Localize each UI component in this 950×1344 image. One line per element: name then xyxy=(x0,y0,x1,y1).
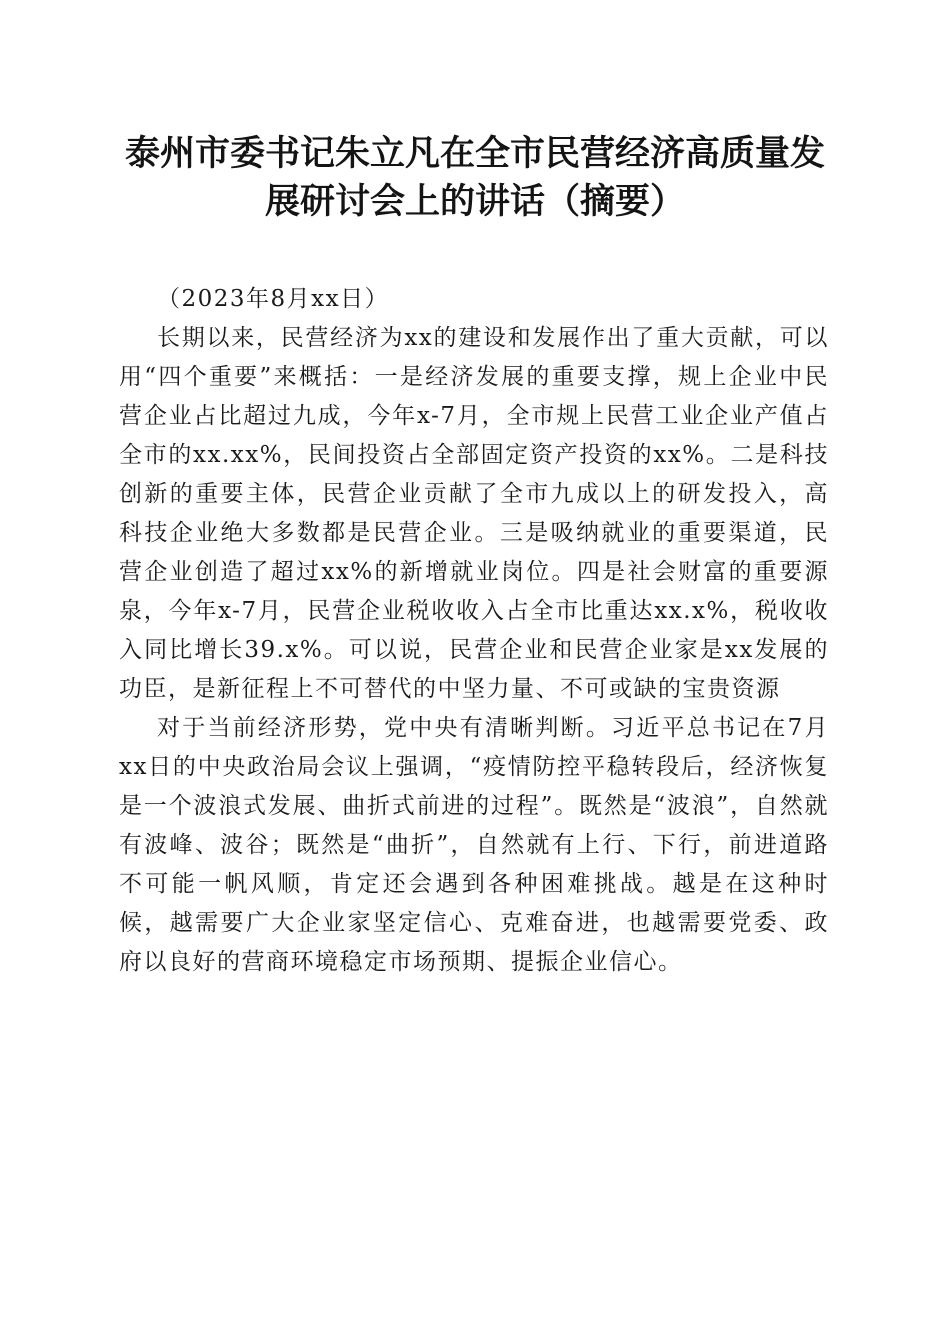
document-title-line-1: 泰州市委书记朱立凡在全市民营经济高质量发 xyxy=(124,133,825,174)
speech-date: （2023年8月xx日） xyxy=(157,286,390,312)
paragraph-economic-situation: 对于当前经济形势，党中央有清晰判断。习近平总书记在7月xx日的中央政治局会议上强调，“疫情防控平稳转段后，经济恢复是一个波浪式发展、曲折式前进的过程”。既然是“波浪”，自然就有波峰、波谷；既然是“曲折”，自然就有上行、下行，前进道路不可能一帆风顺，肯定还会遇到各种困难挑战。越是在这种时候，越需要广大企业家坚定信心、克难奋进，也越需要党委、政府以良好的营商环境稳定市场预期、提振企业信心。 xyxy=(119,715,829,975)
paragraph-private-economy-contribution: 长期以来，民营经济为xx的建设和发展作出了重大贡献，可以用“四个重要”来概括：一是经济发展的重要支撑，规上企业中民营企业占比超过九成，今年x-7月，全市规上民营工业企业产值占全市的xx.xx%，民间投资占全部固定资产投资的xx%。二是科技创新的重要主体，民营企业贡献了全市九成以上的研发投入，高科技企业绝大多数都是民营企业。三是吸纳就业的重要渠道，民营企业创造了超过xx%的新增就业岗位。四是社会财富的重要源泉，今年x-7月，民营企业税收收入占全市比重达xx.x%，税收收入同比增长39.x%。可以说，民营企业和民营企业家是xx发展的功臣，是新征程上不可替代的中坚力量、不可或缺的宝贵资源 xyxy=(119,325,829,702)
document-body xyxy=(119,280,829,982)
document-title xyxy=(100,130,850,226)
document-title-line-2: 展研讨会上的讲话（摘要） xyxy=(264,181,685,222)
